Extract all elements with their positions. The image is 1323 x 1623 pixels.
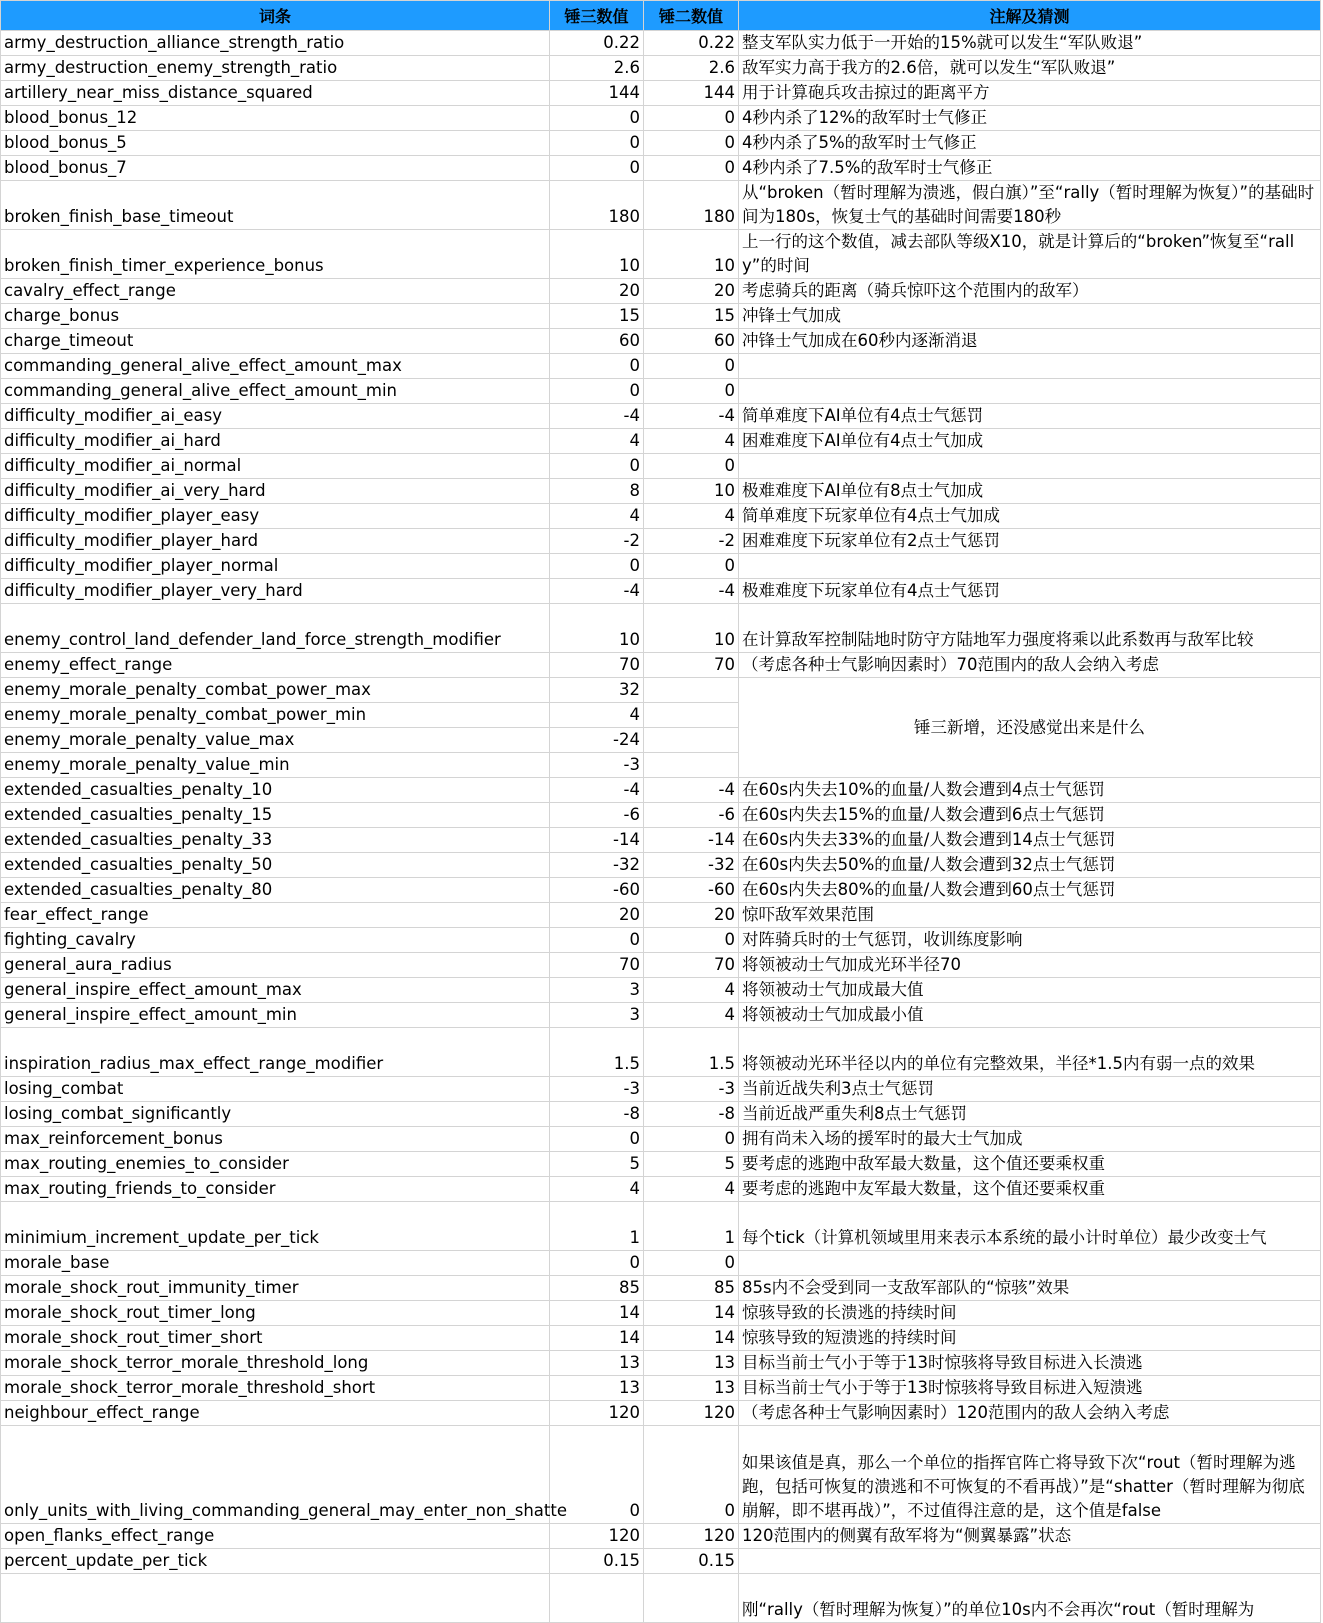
term-cell[interactable]: broken_finish_base_timeout [1,181,550,230]
value-hammer2-cell[interactable]: 20 [644,279,739,304]
term-cell[interactable]: morale_shock_rout_timer_long [1,1301,550,1326]
value-hammer3-cell[interactable]: 120 [550,1401,644,1426]
value-hammer3-cell[interactable]: -3 [550,753,644,778]
note-cell[interactable]: （考虑各种士气影响因素时）70范围内的敌人会纳入考虑 [739,653,1321,678]
term-cell[interactable]: losing_combat_significantly [1,1102,550,1127]
term-cell[interactable]: difficulty_modifier_player_hard [1,529,550,554]
value-hammer2-cell[interactable]: 0 [644,454,739,479]
note-cell[interactable]: 当前近战失利3点士气惩罚 [739,1077,1321,1102]
value-hammer3-cell[interactable]: 0.22 [550,31,644,56]
table-row [1,429,1321,454]
table-row [1,554,1321,579]
note-cell[interactable]: 目标当前士气小于等于13时惊骇将导致目标进入短溃逃 [739,1376,1321,1401]
table-row [1,903,1321,928]
term-cell[interactable]: difficulty_modifier_ai_hard [1,429,550,454]
value-hammer2-cell[interactable] [644,1574,739,1623]
note-cell[interactable]: 惊骇导致的长溃逃的持续时间 [739,1301,1321,1326]
note-cell[interactable]: 冲锋士气加成 [739,304,1321,329]
table-row [1,604,1321,653]
value-hammer3-cell[interactable]: 2.6 [550,56,644,81]
value-hammer2-cell[interactable]: 14 [644,1301,739,1326]
note-cell[interactable]: 将领被动士气加成光环半径70 [739,953,1321,978]
table-row [1,56,1321,81]
table-row [1,31,1321,56]
value-hammer2-cell[interactable]: 60 [644,329,739,354]
term-cell[interactable]: difficulty_modifier_ai_normal [1,454,550,479]
value-hammer2-cell[interactable]: 15 [644,304,739,329]
table-row [1,1202,1321,1251]
value-hammer2-cell[interactable]: -8 [644,1102,739,1127]
term-cell[interactable]: enemy_morale_penalty_value_max [1,728,550,753]
value-hammer3-cell[interactable]: 144 [550,81,644,106]
table-row [1,1301,1321,1326]
value-hammer3-cell[interactable]: 0 [550,106,644,131]
term-cell[interactable]: fear_effect_range [1,903,550,928]
value-hammer3-cell[interactable]: 13 [550,1376,644,1401]
value-hammer3-cell[interactable]: 4 [550,504,644,529]
value-hammer3-cell[interactable]: 60 [550,329,644,354]
term-cell[interactable]: neighbour_effect_range [1,1401,550,1426]
value-hammer2-cell[interactable]: -4 [644,579,739,604]
note-cell[interactable]: 简单难度下玩家单位有4点士气加成 [739,504,1321,529]
term-cell[interactable]: army_destruction_alliance_strength_ratio [1,31,550,56]
value-hammer2-cell[interactable]: 0 [644,379,739,404]
value-hammer2-cell[interactable]: 0 [644,1251,739,1276]
term-cell[interactable]: morale_shock_terror_morale_threshold_short [1,1376,550,1401]
value-hammer3-cell[interactable]: -3 [550,1077,644,1102]
table-row [1,1276,1321,1301]
term-cell[interactable]: artillery_near_miss_distance_squared [1,81,550,106]
note-cell[interactable]: 困难难度下AI单位有4点士气加成 [739,429,1321,454]
header-val2[interactable]: 锤二数值 [644,1,739,31]
value-hammer2-cell[interactable]: 120 [644,1401,739,1426]
value-hammer3-cell[interactable]: 0 [550,554,644,579]
term-cell[interactable]: percent_update_per_tick [1,1549,550,1574]
note-cell[interactable]: 冲锋士气加成在60秒内逐渐消退 [739,329,1321,354]
table-row [1,304,1321,329]
term-cell[interactable]: difficulty_modifier_player_normal [1,554,550,579]
header-note[interactable]: 注解及猜测 [739,1,1321,31]
table-row [1,1177,1321,1202]
table-row [1,454,1321,479]
note-cell[interactable]: 将领被动士气加成最小值 [739,1003,1321,1028]
value-hammer3-cell[interactable]: 180 [550,181,644,230]
value-hammer2-cell[interactable]: -4 [644,404,739,429]
value-hammer3-cell[interactable]: 0 [550,928,644,953]
value-hammer3-cell[interactable]: 70 [550,653,644,678]
table-row [1,404,1321,429]
note-cell[interactable]: 极难难度下玩家单位有4点士气惩罚 [739,579,1321,604]
value-hammer3-cell[interactable]: -4 [550,404,644,429]
value-hammer2-cell[interactable]: 20 [644,903,739,928]
term-cell[interactable]: difficulty_modifier_player_easy [1,504,550,529]
value-hammer3-cell[interactable]: 120 [550,1524,644,1549]
term-cell[interactable]: max_routing_friends_to_consider [1,1177,550,1202]
value-hammer2-cell[interactable]: -32 [644,853,739,878]
note-cell[interactable]: 锤三新增，还没感觉出来是什么 [739,678,1321,778]
term-cell[interactable]: extended_casualties_penalty_15 [1,803,550,828]
note-cell[interactable]: 每个tick（计算机领域里用来表示本系统的最小计时单位）最少改变士气 [739,1202,1321,1251]
table-row [1,1127,1321,1152]
note-cell[interactable]: 将领被动光环半径以内的单位有完整效果，半径*1.5内有弱一点的效果 [739,1028,1321,1077]
term-cell[interactable]: max_reinforcement_bonus [1,1127,550,1152]
value-hammer3-cell[interactable]: -4 [550,778,644,803]
note-cell[interactable]: 从“broken（暂时理解为溃逃，假白旗）”至“rally（暂时理解为恢复）”的基础时间为180s，恢复士气的基础时间需要180秒 [739,181,1321,230]
value-hammer2-cell[interactable]: -60 [644,878,739,903]
value-hammer3-cell[interactable]: 8 [550,479,644,504]
value-hammer2-cell[interactable]: 14 [644,1326,739,1351]
term-cell[interactable]: charge_timeout [1,329,550,354]
value-hammer2-cell[interactable]: 4 [644,429,739,454]
value-hammer2-cell[interactable]: 180 [644,181,739,230]
note-cell[interactable]: 对阵骑兵时的士气惩罚，收训练度影响 [739,928,1321,953]
value-hammer2-cell[interactable]: 1 [644,1202,739,1251]
table-row [1,878,1321,903]
term-cell[interactable]: losing_combat [1,1077,550,1102]
value-hammer2-cell[interactable]: 10 [644,479,739,504]
table-row [1,928,1321,953]
note-cell[interactable]: 4秒内杀了12%的敌军时士气修正 [739,106,1321,131]
value-hammer3-cell[interactable]: -8 [550,1102,644,1127]
term-cell[interactable]: morale_base [1,1251,550,1276]
note-cell[interactable]: 在60s内失去10%的血量/人数会遭到4点士气惩罚 [739,778,1321,803]
table-row [1,978,1321,1003]
value-hammer2-cell[interactable]: 0.15 [644,1549,739,1574]
value-hammer2-cell[interactable]: 0 [644,354,739,379]
table-body [1,31,1321,1623]
value-hammer3-cell[interactable]: 85 [550,1276,644,1301]
table-row [1,181,1321,230]
note-cell[interactable]: 将领被动士气加成最大值 [739,978,1321,1003]
value-hammer3-cell[interactable]: 3 [550,1003,644,1028]
note-cell[interactable]: 目标当前士气小于等于13时惊骇将导致目标进入长溃逃 [739,1351,1321,1376]
value-hammer2-cell[interactable]: 10 [644,230,739,279]
note-cell[interactable]: 极难难度下AI单位有8点士气加成 [739,479,1321,504]
note-cell[interactable]: 考虑骑兵的距离（骑兵惊吓这个范围内的敌军） [739,279,1321,304]
term-cell[interactable]: fighting_cavalry [1,928,550,953]
value-hammer2-cell[interactable] [644,703,739,728]
value-hammer3-cell[interactable]: 13 [550,1351,644,1376]
note-cell[interactable]: 困难难度下玩家单位有2点士气惩罚 [739,529,1321,554]
term-cell[interactable]: blood_bonus_5 [1,131,550,156]
value-hammer3-cell[interactable]: -14 [550,828,644,853]
value-hammer2-cell[interactable]: -2 [644,529,739,554]
value-hammer3-cell[interactable]: 0 [550,156,644,181]
table-row [1,354,1321,379]
note-cell[interactable]: 刚“rally（暂时理解为恢复）”的单位10s内不会再次“rout（暂时理解为 [739,1574,1321,1623]
table-row [1,529,1321,554]
value-hammer2-cell[interactable]: 144 [644,81,739,106]
term-cell[interactable]: enemy_morale_penalty_combat_power_max [1,678,550,703]
table-row [1,678,1321,703]
value-hammer3-cell[interactable]: 0.15 [550,1549,644,1574]
value-hammer3-cell[interactable]: -4 [550,579,644,604]
term-cell[interactable]: minimium_increment_update_per_tick [1,1202,550,1251]
value-hammer3-cell[interactable]: -6 [550,803,644,828]
value-hammer3-cell[interactable]: 4 [550,429,644,454]
table-row [1,329,1321,354]
term-cell[interactable]: enemy_control_land_defender_land_force_strength_modifier [1,604,550,653]
note-cell[interactable]: 拥有尚未入场的援军时的最大士气加成 [739,1127,1321,1152]
note-cell[interactable]: 如果该值是真，那么一个单位的指挥官阵亡将导致下次“rout（暂时理解为逃跑，包括可恢复的溃逃和不可恢复的不看再战）”是“shatter（暂时理解为彻底崩解，即不堪再战）”，不过值得注意的是，这个值是false [739,1426,1321,1524]
header-row [1,1,1321,31]
note-cell[interactable]: 惊骇导致的短溃逃的持续时间 [739,1326,1321,1351]
value-hammer2-cell[interactable]: -6 [644,803,739,828]
term-cell[interactable]: general_aura_radius [1,953,550,978]
value-hammer2-cell[interactable]: 0 [644,1127,739,1152]
value-hammer3-cell[interactable] [550,1574,644,1623]
table-row [1,1028,1321,1077]
table-row [1,479,1321,504]
table-row [1,1251,1321,1276]
value-hammer3-cell[interactable]: 0 [550,1426,644,1524]
table-row [1,653,1321,678]
note-cell[interactable]: 敌军实力高于我方的2.6倍，就可以发生“军队败退” [739,56,1321,81]
table-row [1,1326,1321,1351]
term-cell[interactable]: morale_shock_rout_immunity_timer [1,1276,550,1301]
value-hammer2-cell[interactable]: 0 [644,1426,739,1524]
table-row [1,156,1321,181]
term-cell[interactable]: enemy_morale_penalty_value_min [1,753,550,778]
value-hammer2-cell[interactable]: 13 [644,1376,739,1401]
table-row [1,1152,1321,1177]
note-cell[interactable]: 整支军队实力低于一开始的15%就可以发生“军队败退” [739,31,1321,56]
value-hammer2-cell[interactable]: 0.22 [644,31,739,56]
term-cell[interactable]: general_inspire_effect_amount_max [1,978,550,1003]
note-cell[interactable]: 简单难度下AI单位有4点士气惩罚 [739,404,1321,429]
value-hammer2-cell[interactable]: 13 [644,1351,739,1376]
value-hammer2-cell[interactable]: 85 [644,1276,739,1301]
note-cell[interactable]: 在计算敌军控制陆地时防守方陆地军力强度将乘以此系数再与敌军比较 [739,604,1321,653]
value-hammer2-cell[interactable]: 0 [644,928,739,953]
note-cell[interactable]: 上一行的这个数值，减去部队等级X10，就是计算后的“broken”恢复至“rally”的时间 [739,230,1321,279]
term-cell[interactable]: commanding_general_alive_effect_amount_min [1,379,550,404]
table-row [1,1401,1321,1426]
value-hammer3-cell[interactable]: 4 [550,1177,644,1202]
value-hammer3-cell[interactable]: 0 [550,379,644,404]
term-cell[interactable]: open_flanks_effect_range [1,1524,550,1549]
value-hammer2-cell[interactable]: 4 [644,978,739,1003]
term-cell[interactable]: morale_shock_terror_morale_threshold_long [1,1351,550,1376]
value-hammer2-cell[interactable]: 70 [644,953,739,978]
table-row [1,131,1321,156]
value-hammer3-cell[interactable]: 14 [550,1326,644,1351]
table-row [1,1077,1321,1102]
term-cell[interactable]: army_destruction_enemy_strength_ratio [1,56,550,81]
table-row [1,1102,1321,1127]
value-hammer3-cell[interactable]: 0 [550,454,644,479]
value-hammer3-cell[interactable]: 32 [550,678,644,703]
value-hammer3-cell[interactable]: 20 [550,279,644,304]
term-cell[interactable]: general_inspire_effect_amount_min [1,1003,550,1028]
table-row [1,1549,1321,1574]
term-cell[interactable]: broken_finish_timer_experience_bonus [1,230,550,279]
note-cell[interactable]: 当前近战严重失利8点士气惩罚 [739,1102,1321,1127]
table-row [1,853,1321,878]
value-hammer2-cell[interactable]: -14 [644,828,739,853]
table-row [1,778,1321,803]
value-hammer2-cell[interactable]: 10 [644,604,739,653]
term-cell[interactable]: extended_casualties_penalty_80 [1,878,550,903]
term-cell[interactable]: only_units_with_living_commanding_general_may_enter_non_shatte [1,1426,550,1524]
term-cell[interactable]: difficulty_modifier_player_very_hard [1,579,550,604]
table-row [1,504,1321,529]
note-cell[interactable]: 在60s内失去50%的血量/人数会遭到32点士气惩罚 [739,853,1321,878]
table-row [1,828,1321,853]
term-cell[interactable]: extended_casualties_penalty_33 [1,828,550,853]
note-cell[interactable]: 在60s内失去80%的血量/人数会遭到60点士气惩罚 [739,878,1321,903]
note-cell[interactable] [739,1251,1321,1276]
value-hammer2-cell[interactable] [644,678,739,703]
note-cell[interactable] [739,1549,1321,1574]
value-hammer3-cell[interactable]: -24 [550,728,644,753]
value-hammer2-cell[interactable]: 0 [644,106,739,131]
table-row [1,1524,1321,1549]
value-hammer2-cell[interactable]: 1.5 [644,1028,739,1077]
term-cell[interactable]: blood_bonus_12 [1,106,550,131]
term-cell[interactable]: charge_bonus [1,304,550,329]
value-hammer2-cell[interactable]: 0 [644,156,739,181]
table-row [1,81,1321,106]
value-hammer3-cell[interactable]: 0 [550,131,644,156]
table-row [1,1003,1321,1028]
note-cell[interactable]: 在60s内失去33%的血量/人数会遭到14点士气惩罚 [739,828,1321,853]
table-row [1,1574,1321,1623]
header-term[interactable]: 词条 [1,1,550,31]
table-row [1,1351,1321,1376]
value-hammer3-cell[interactable]: 0 [550,354,644,379]
note-cell[interactable]: 在60s内失去15%的血量/人数会遭到6点士气惩罚 [739,803,1321,828]
value-hammer2-cell[interactable] [644,753,739,778]
value-hammer2-cell[interactable]: -4 [644,778,739,803]
note-cell[interactable]: 4秒内杀了7.5%的敌军时士气修正 [739,156,1321,181]
value-hammer3-cell[interactable]: 5 [550,1152,644,1177]
value-hammer3-cell[interactable]: 0 [550,1127,644,1152]
value-hammer2-cell[interactable]: 4 [644,1177,739,1202]
value-hammer2-cell[interactable]: 4 [644,504,739,529]
term-cell[interactable]: difficulty_modifier_ai_very_hard [1,479,550,504]
value-hammer3-cell[interactable]: 0 [550,1251,644,1276]
value-hammer2-cell[interactable] [644,728,739,753]
note-cell[interactable]: 要考虑的逃跑中敌军最大数量，这个值还要乘权重 [739,1152,1321,1177]
value-hammer2-cell[interactable]: 0 [644,554,739,579]
value-hammer2-cell[interactable]: 4 [644,1003,739,1028]
table-row [1,1376,1321,1401]
term-cell[interactable]: difficulty_modifier_ai_easy [1,404,550,429]
note-cell[interactable]: 85s内不会受到同一支敌军部队的“惊骇”效果 [739,1276,1321,1301]
term-cell[interactable]: enemy_morale_penalty_combat_power_min [1,703,550,728]
value-hammer2-cell[interactable]: 0 [644,131,739,156]
value-hammer3-cell[interactable]: 4 [550,703,644,728]
note-cell[interactable]: 惊吓敌军效果范围 [739,903,1321,928]
table-row [1,230,1321,279]
term-cell[interactable]: cavalry_effect_range [1,279,550,304]
table-row [1,379,1321,404]
value-hammer3-cell[interactable]: 1 [550,1202,644,1251]
value-hammer2-cell[interactable]: 70 [644,653,739,678]
value-hammer3-cell[interactable]: -2 [550,529,644,554]
note-cell[interactable]: 用于计算砲兵攻击掠过的距离平方 [739,81,1321,106]
header-val3[interactable]: 锤三数值 [550,1,644,31]
table-row [1,953,1321,978]
value-hammer2-cell[interactable]: -3 [644,1077,739,1102]
term-cell[interactable]: extended_casualties_penalty_10 [1,778,550,803]
value-hammer3-cell[interactable]: 10 [550,604,644,653]
term-cell[interactable]: blood_bonus_7 [1,156,550,181]
term-cell[interactable]: commanding_general_alive_effect_amount_max [1,354,550,379]
table-row [1,579,1321,604]
value-hammer3-cell[interactable]: 3 [550,978,644,1003]
note-cell[interactable]: 要考虑的逃跑中友军最大数量，这个值还要乘权重 [739,1177,1321,1202]
value-hammer2-cell[interactable]: 5 [644,1152,739,1177]
value-hammer3-cell[interactable]: 70 [550,953,644,978]
note-cell[interactable] [739,554,1321,579]
note-cell[interactable]: 4秒内杀了5%的敌军时士气修正 [739,131,1321,156]
note-cell[interactable]: （考虑各种士气影响因素时）120范围内的敌人会纳入考虑 [739,1401,1321,1426]
value-hammer3-cell[interactable]: 20 [550,903,644,928]
term-cell[interactable]: extended_casualties_penalty_50 [1,853,550,878]
value-hammer2-cell[interactable]: 120 [644,1524,739,1549]
term-cell[interactable] [1,1574,550,1623]
value-hammer3-cell[interactable]: -32 [550,853,644,878]
note-cell[interactable]: 120范围内的侧翼有敌军将为“侧翼暴露”状态 [739,1524,1321,1549]
term-cell[interactable]: inspiration_radius_max_effect_range_modifier [1,1028,550,1077]
table-row [1,1426,1321,1524]
note-cell[interactable] [739,379,1321,404]
table-row [1,803,1321,828]
term-cell[interactable]: enemy_effect_range [1,653,550,678]
note-cell[interactable] [739,354,1321,379]
value-hammer3-cell[interactable]: -60 [550,878,644,903]
table-row [1,279,1321,304]
value-hammer3-cell[interactable]: 14 [550,1301,644,1326]
term-cell[interactable]: max_routing_enemies_to_consider [1,1152,550,1177]
table-row [1,106,1321,131]
note-cell[interactable] [739,454,1321,479]
value-hammer3-cell[interactable]: 10 [550,230,644,279]
value-hammer3-cell[interactable]: 1.5 [550,1028,644,1077]
value-hammer3-cell[interactable]: 15 [550,304,644,329]
term-cell[interactable]: morale_shock_rout_timer_short [1,1326,550,1351]
value-hammer2-cell[interactable]: 2.6 [644,56,739,81]
